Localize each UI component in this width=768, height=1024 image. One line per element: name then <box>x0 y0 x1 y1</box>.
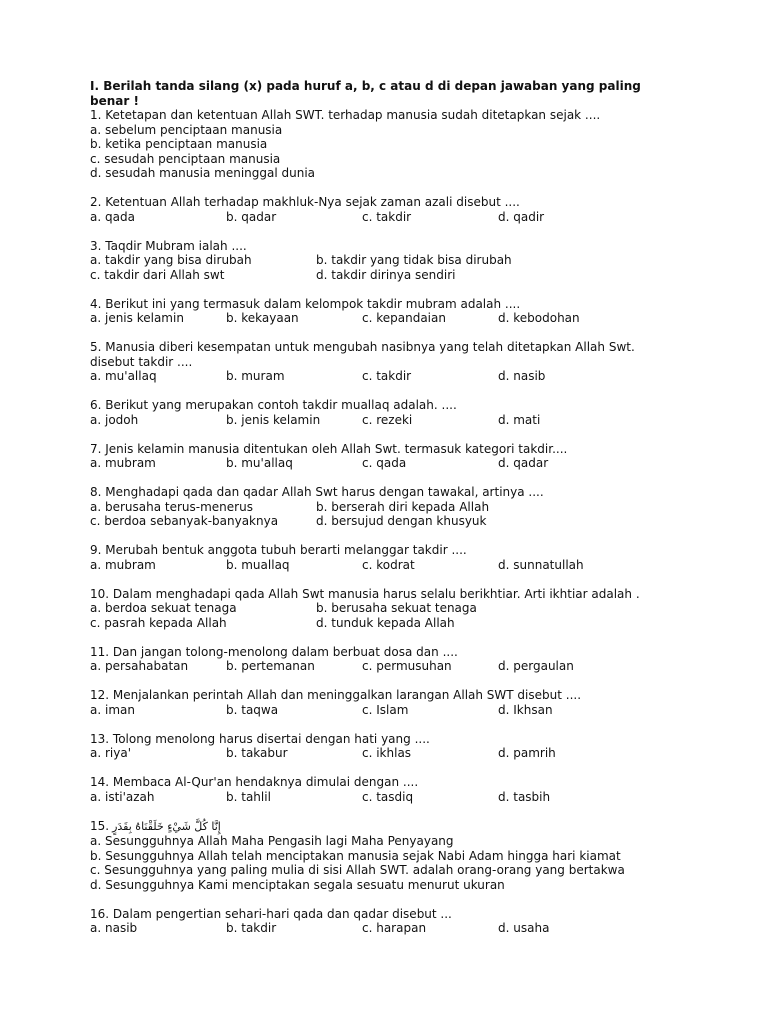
answer-option: b. muallaq <box>226 557 290 572</box>
question-3 <box>90 239 760 283</box>
answer-option: d. takdir dirinya sendiri <box>316 267 456 282</box>
question-text <box>90 775 760 790</box>
answer-option: d. Sesungguhnya Kami menciptakan segala sesuatu menurut ukuran <box>90 877 505 892</box>
question-2 <box>90 195 760 224</box>
answer-row <box>90 746 760 761</box>
question-text-content: 7. Jenis kelamin manusia ditentukan oleh Allah Swt. termasuk kategori takdir.... <box>90 441 568 456</box>
answer-option: c. qada <box>362 456 407 470</box>
question-text-content: 1. Ketetapan dan ketentuan Allah SWT. terhadap manusia sudah ditetapkan sejak .... <box>90 108 601 122</box>
answer-option: a. jenis kelamin <box>90 311 184 325</box>
question-text-content: 16. Dalam pengertian sehari-hari qada dan qadar disebut ... <box>90 906 452 921</box>
answer-option: a. riya' <box>90 746 132 760</box>
question-text-content: 12. Menjalankan perintah Allah dan meninggalkan larangan Allah SWT disebut .... <box>90 688 582 702</box>
answer-option: b. mu'allaq <box>226 456 293 470</box>
question-text <box>90 688 760 703</box>
answer-option: a. mubram <box>90 456 156 470</box>
answer-option: a. sebelum penciptaan manusia <box>90 122 283 137</box>
question-text-content: 4. Berikut ini yang termasuk dalam kelompok takdir mubram adalah .... <box>90 296 521 311</box>
answer-option: b. berusaha sekuat tenaga <box>316 601 477 615</box>
answer-option: d. Ikhsan <box>498 702 553 717</box>
answer-option: d. tunduk kepada Allah <box>316 615 455 630</box>
answer-row <box>90 790 760 805</box>
question-14 <box>90 775 760 804</box>
question-text <box>90 732 760 747</box>
question-1 <box>90 108 760 181</box>
heading-line: I. Berilah tanda silang (x) pada huruf a, b, c atau d di depan jawaban yang paling <box>90 79 641 93</box>
answer-option: b. ketika penciptaan manusia <box>90 137 268 151</box>
answer-option: c. takdir dari Allah swt <box>90 267 225 282</box>
question-text <box>90 543 760 558</box>
answer-option: a. jodoh <box>90 412 139 427</box>
question-list <box>90 108 760 936</box>
answer-option: d. sunnatullah <box>498 557 584 572</box>
question-text <box>90 195 760 210</box>
answer-option: a. nasib <box>90 921 138 935</box>
question-text <box>90 645 760 660</box>
answer-row <box>90 210 760 225</box>
answer-option: b. takabur <box>226 746 288 760</box>
answer-option: d. sesudah manusia meninggal dunia <box>90 166 316 180</box>
question-text-content: 10. Dalam menghadapi qada Allah Swt manusia harus selalu berikhtiar. Arti ikhtiar adalah . <box>90 586 640 601</box>
question-text-content: 3. Taqdir Mubram ialah .... <box>90 238 247 253</box>
answer-option: a. mubram <box>90 557 156 572</box>
question-13 <box>90 732 760 761</box>
answer-option: c. rezeki <box>362 412 413 427</box>
question-10 <box>90 587 760 631</box>
question-text-content: 5. Manusia diberi kesempatan untuk mengubah nasibnya yang telah ditetapkan Allah Swt. <box>90 340 635 354</box>
question-text-content: 11. Dan jangan tolong-menolong dalam berbuat dosa dan .... <box>90 644 458 659</box>
question-text-content: 8. Menghadapi qada dan qadar Allah Swt harus dengan tawakal, artinya .... <box>90 485 544 499</box>
question-text <box>90 398 760 413</box>
answer-option: c. kodrat <box>362 557 415 572</box>
answer-option: b. taqwa <box>226 702 279 717</box>
answer-option: d. qadar <box>498 456 549 470</box>
question-text <box>90 355 760 370</box>
answer-option: b. tahlil <box>226 789 271 804</box>
answer-option: b. takdir <box>226 921 277 935</box>
answer-option: d. usaha <box>498 921 550 935</box>
question-text-content: 2. Ketentuan Allah terhadap makhluk-Nya sejak zaman azali disebut .... <box>90 195 520 209</box>
arabic-verse: إِنَّا كُلَّ شَيْءٍ خَلَقْنَاهُ بِقَدَرٍ <box>112 819 221 833</box>
answer-option: b. takdir yang tidak bisa dirubah <box>316 253 512 267</box>
question-text <box>90 587 760 602</box>
answer-option: c. takdir <box>362 209 412 224</box>
answer-option: a. isti'azah <box>90 789 155 804</box>
answer-row <box>90 311 760 326</box>
answer-option: b. berserah diri kepada Allah <box>316 499 490 514</box>
answer-option: c. takdir <box>362 369 412 383</box>
answer-option: c. harapan <box>362 921 427 935</box>
question-text <box>90 297 760 312</box>
question-text-content: 15. <box>90 818 110 833</box>
question-text <box>90 239 760 254</box>
question-11 <box>90 645 760 674</box>
question-4 <box>90 297 760 326</box>
answer-option: b. muram <box>226 369 285 383</box>
question-8 <box>90 485 760 529</box>
question-text-content: 9. Merubah bentuk anggota tubuh berarti melanggar takdir .... <box>90 543 467 557</box>
question-text <box>90 907 760 922</box>
answer-option: d. pamrih <box>498 746 556 760</box>
answer-option: d. nasib <box>498 369 546 383</box>
answer-row <box>90 500 760 515</box>
answer-option: d. mati <box>498 412 541 427</box>
question-16 <box>90 907 760 936</box>
question-6 <box>90 398 760 427</box>
answer-option: b. pertemanan <box>226 659 315 673</box>
question-15 <box>90 819 760 893</box>
answer-option: b. kekayaan <box>226 311 299 325</box>
answer-row <box>90 659 760 674</box>
answer-option: b. qadar <box>226 209 277 224</box>
answer-option: b. Sesungguhnya Allah telah menciptakan manusia sejak Nabi Adam hingga hari kiamat <box>90 848 621 863</box>
question-text-content: 6. Berikut yang merupakan contoh takdir muallaq adalah. .... <box>90 398 457 412</box>
answer-row <box>90 558 760 573</box>
question-text <box>90 108 760 123</box>
answer-row <box>90 921 760 936</box>
answer-row <box>90 616 760 631</box>
answer-row <box>90 456 760 471</box>
answer-row <box>90 703 760 718</box>
answer-option: c. sesudah penciptaan manusia <box>90 151 281 166</box>
answer-row <box>90 253 760 268</box>
answer-row <box>90 601 760 616</box>
worksheet-document <box>90 79 760 936</box>
answer-option: d. qadir <box>498 209 545 224</box>
question-12 <box>90 688 760 717</box>
question-text <box>90 485 760 500</box>
instructions-heading <box>90 79 760 108</box>
answer-option: a. berusaha terus-menerus <box>90 499 253 514</box>
question-text <box>90 340 760 355</box>
question-text-content: disebut takdir .... <box>90 354 193 369</box>
answer-row <box>90 413 760 428</box>
answer-option: c. tasdiq <box>362 789 414 804</box>
answer-option: a. Sesungguhnya Allah Maha Pengasih lagi Maha Penyayang <box>90 834 454 848</box>
answer-option: c. ikhlas <box>362 746 412 760</box>
answer-option: c. kepandaian <box>362 311 446 325</box>
question-text-content: 13. Tolong menolong harus disertai dengan hati yang .... <box>90 731 430 746</box>
question-9 <box>90 543 760 572</box>
question-7 <box>90 442 760 471</box>
answer-option: a. mu'allaq <box>90 369 157 383</box>
answer-option: a. takdir yang bisa dirubah <box>90 253 252 267</box>
answer-option: d. kebodohan <box>498 311 580 325</box>
heading-line: benar ! <box>90 93 139 108</box>
question-text <box>90 819 760 835</box>
question-text-content: 14. Membaca Al-Qur'an hendaknya dimulai dengan .... <box>90 775 419 789</box>
answer-option: c. permusuhan <box>362 659 452 673</box>
answer-row <box>90 268 760 283</box>
answer-option: c. berdoa sebanyak-banyaknya <box>90 514 279 528</box>
answer-option: d. tasbih <box>498 789 551 804</box>
answer-option: c. pasrah kepada Allah <box>90 615 227 630</box>
answer-row <box>90 514 760 529</box>
answer-row <box>90 369 760 384</box>
answer-option: a. iman <box>90 702 135 717</box>
answer-option: d. bersujud dengan khusyuk <box>316 514 487 528</box>
answer-option: c. Islam <box>362 702 409 717</box>
answer-option: a. persahabatan <box>90 659 189 673</box>
answer-option: c. Sesungguhnya yang paling mulia di sisi Allah SWT. adalah orang-orang yang bertakwa <box>90 863 625 877</box>
answer-option: a. berdoa sekuat tenaga <box>90 601 237 615</box>
question-5 <box>90 340 760 384</box>
question-text <box>90 442 760 457</box>
answer-option: b. jenis kelamin <box>226 412 321 427</box>
answer-option: a. qada <box>90 209 135 224</box>
answer-option: d. pergaulan <box>498 659 574 673</box>
